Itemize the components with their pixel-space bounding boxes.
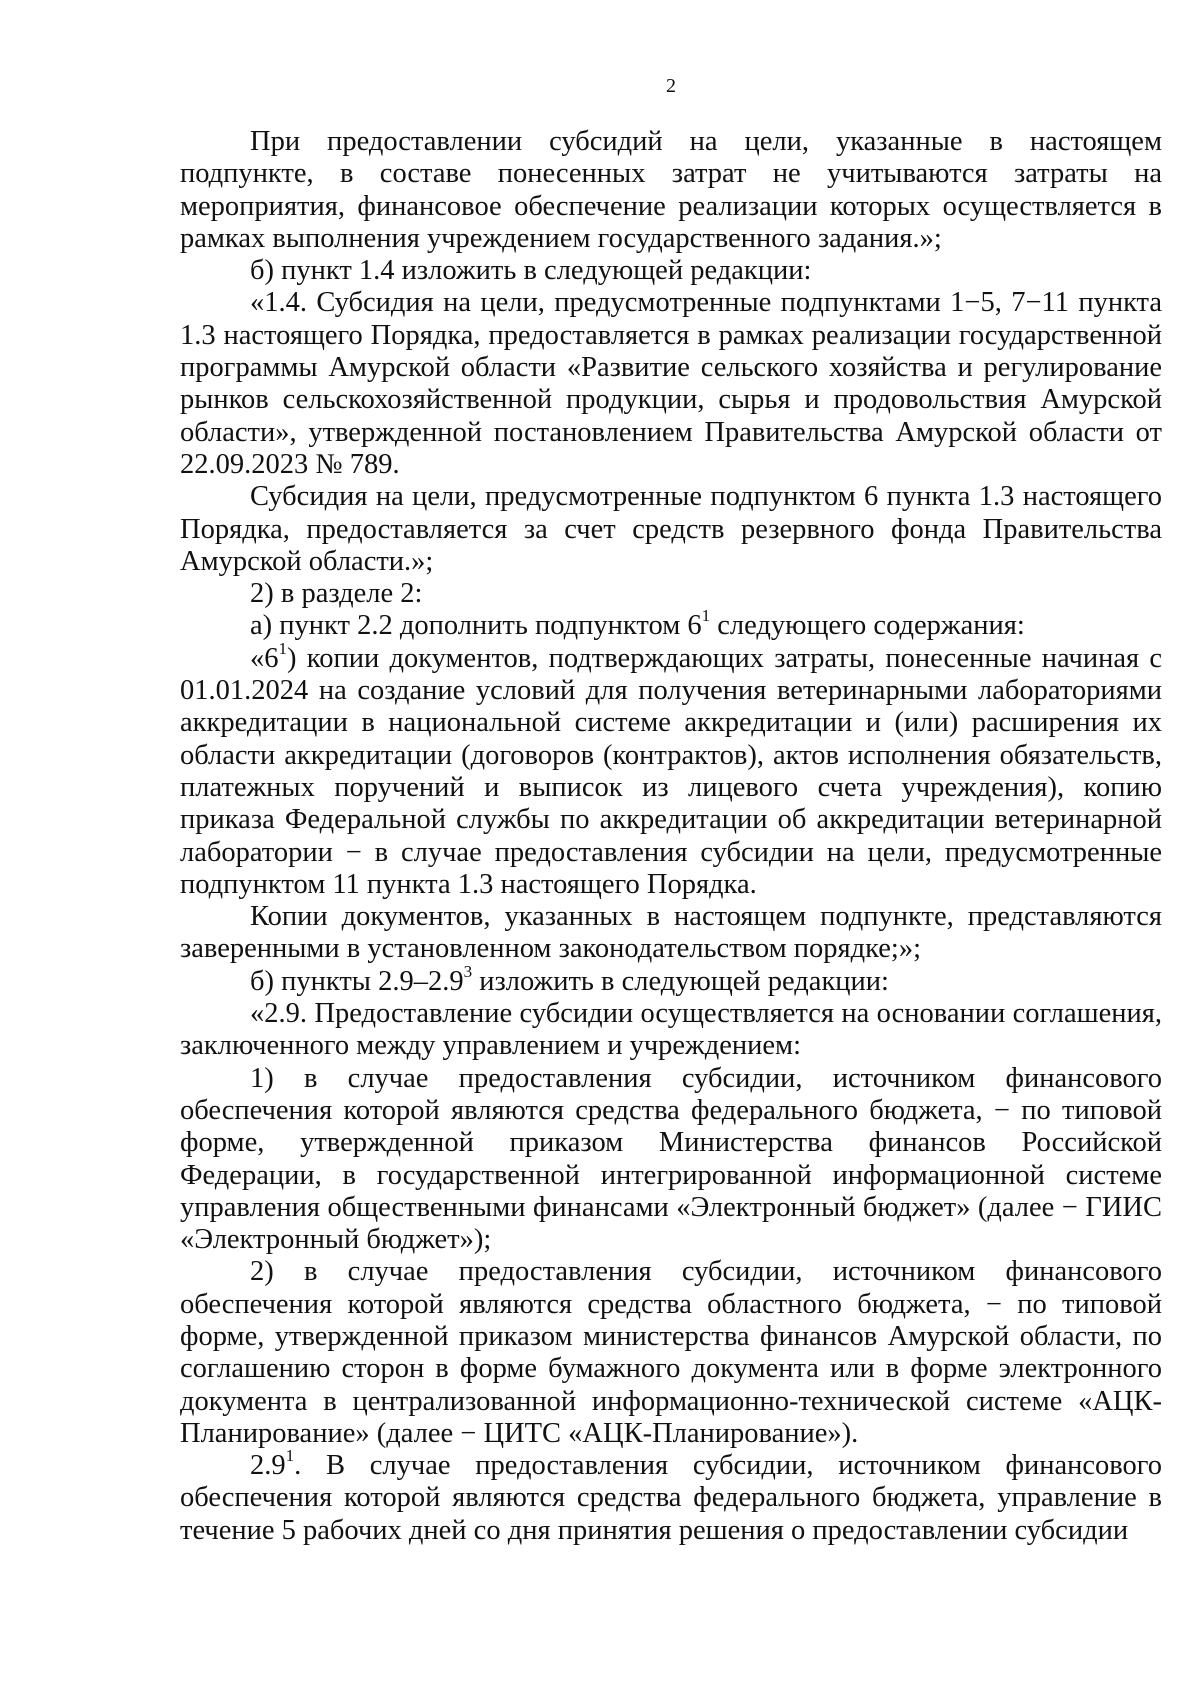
paragraph-clause-1-4: «1.4. Субсидия на цели, предусмотренные подпунктами 1−5, 7−11 пункта 1.3 настоящего Порядка, предоставляется в рамках реализации государственной программы Амурской области «Развитие сельского хозяйства и регулирование рынков сельскохозяйственной продукции, сырья и продовольствия Амурской области», утвержденной постановлением Правительства Амурской области от 22.09.2023 № 789. [180, 287, 1162, 480]
page-number: 2 [666, 75, 676, 97]
paragraph-text-after: изложить в следующей редакции: [472, 965, 889, 997]
paragraph-reserve-fund: Субсидия на цели, предусмотренные подпунктом 6 пункта 1.3 настоящего Порядка, предоставляется за счет средств резервного фонда Правительства Амурской области.»; [180, 481, 1162, 577]
paragraph-text-after: ) копии документов, подтверждающих затраты, понесенные начиная с 01.01.2024 на создание условий для получения ветеринарными лабораториями аккредитации в национальной системе аккредитации и (или) расширения их области аккредитации (договоров (контрактов), актов исполнения обязательств, платежных поручений и выписок из лицевого счета учреждения), копию приказа Федеральной службы по аккредитации об аккредитации ветеринарной лаборатории − в случае предоставления субсидии на цели, предусмотренные подпунктом 11 пункта 1.3 настоящего Порядка. [180, 642, 1162, 900]
paragraph-subsidy-costs: При предоставлении субсидий на цели, указанные в настоящем подпункте, в составе понесенных затрат не учитываются затраты на мероприятия, финансовое обеспечение реализации которых осуществляется в рамках выполнения учреждением государственного задания.»; [180, 126, 1162, 254]
superscript: 1 [278, 638, 288, 658]
superscript: 3 [463, 961, 473, 981]
paragraph-text-before: «6 [250, 642, 279, 674]
paragraph-text-after: следующего содержания: [710, 610, 1025, 642]
paragraph-clauses-2-9-intro [180, 961, 1162, 998]
paragraph-text-before: а) пункт 2.2 дополнить подпунктом 6 [250, 610, 702, 642]
paragraph-clause-2-9-1 [180, 1446, 1162, 1547]
superscript: 1 [285, 1446, 295, 1466]
paragraph-section-2: 2) в разделе 2: [250, 578, 423, 610]
paragraph-clause-1-4-intro: б) пункт 1.4 изложить в следующей редакции: [250, 255, 812, 287]
superscript: 1 [701, 606, 711, 626]
paragraph-subclause-6-1 [180, 638, 1162, 901]
paragraph-regional-budget: 2) в случае предоставления субсидии, источником финансового обеспечения которой являются средства областного бюджета, − по типовой форме, утвержденной приказом министерства финансов Амурской области, по соглашению сторон в форме бумажного документа или в форме электронного документа в централизованной информационно-технической системе «АЦК-Планирование» (далее − ЦИТС «АЦК-Планирование»). [180, 1256, 1162, 1449]
paragraph-document-copies: Копии документов, указанных в настоящем подпункте, представляются заверенными в установленном законодательством порядке;»; [180, 901, 1162, 965]
paragraph-text-after: . В случае предоставления субсидии, источником финансового обеспечения которой являются средства федерального бюджета, управление в течение 5 рабочих дней со дня принятия решения о предоставлении субсидии [180, 1450, 1162, 1546]
paragraph-text-before: б) пункты 2.9–2.9 [250, 965, 464, 997]
paragraph-clause-2-2-intro [180, 606, 1162, 642]
paragraph-text-before: 2.9 [250, 1450, 286, 1482]
document-body [180, 126, 1162, 1547]
document-page [180, 0, 1162, 1704]
paragraph-clause-2-9: «2.9. Предоставление субсидии осуществляется на основании соглашения, заключенного между управлением и учреждением: [180, 998, 1162, 1062]
paragraph-federal-budget: 1) в случае предоставления субсидии, источником финансового обеспечения которой являются средства федерального бюджета, − по типовой форме, утвержденной приказом Министерства финансов Российской Федерации, в государственной интегрированной информационной системе управления общественными финансами «Электронный бюджет» (далее − ГИИС «Электронный бюджет»); [180, 1062, 1162, 1256]
